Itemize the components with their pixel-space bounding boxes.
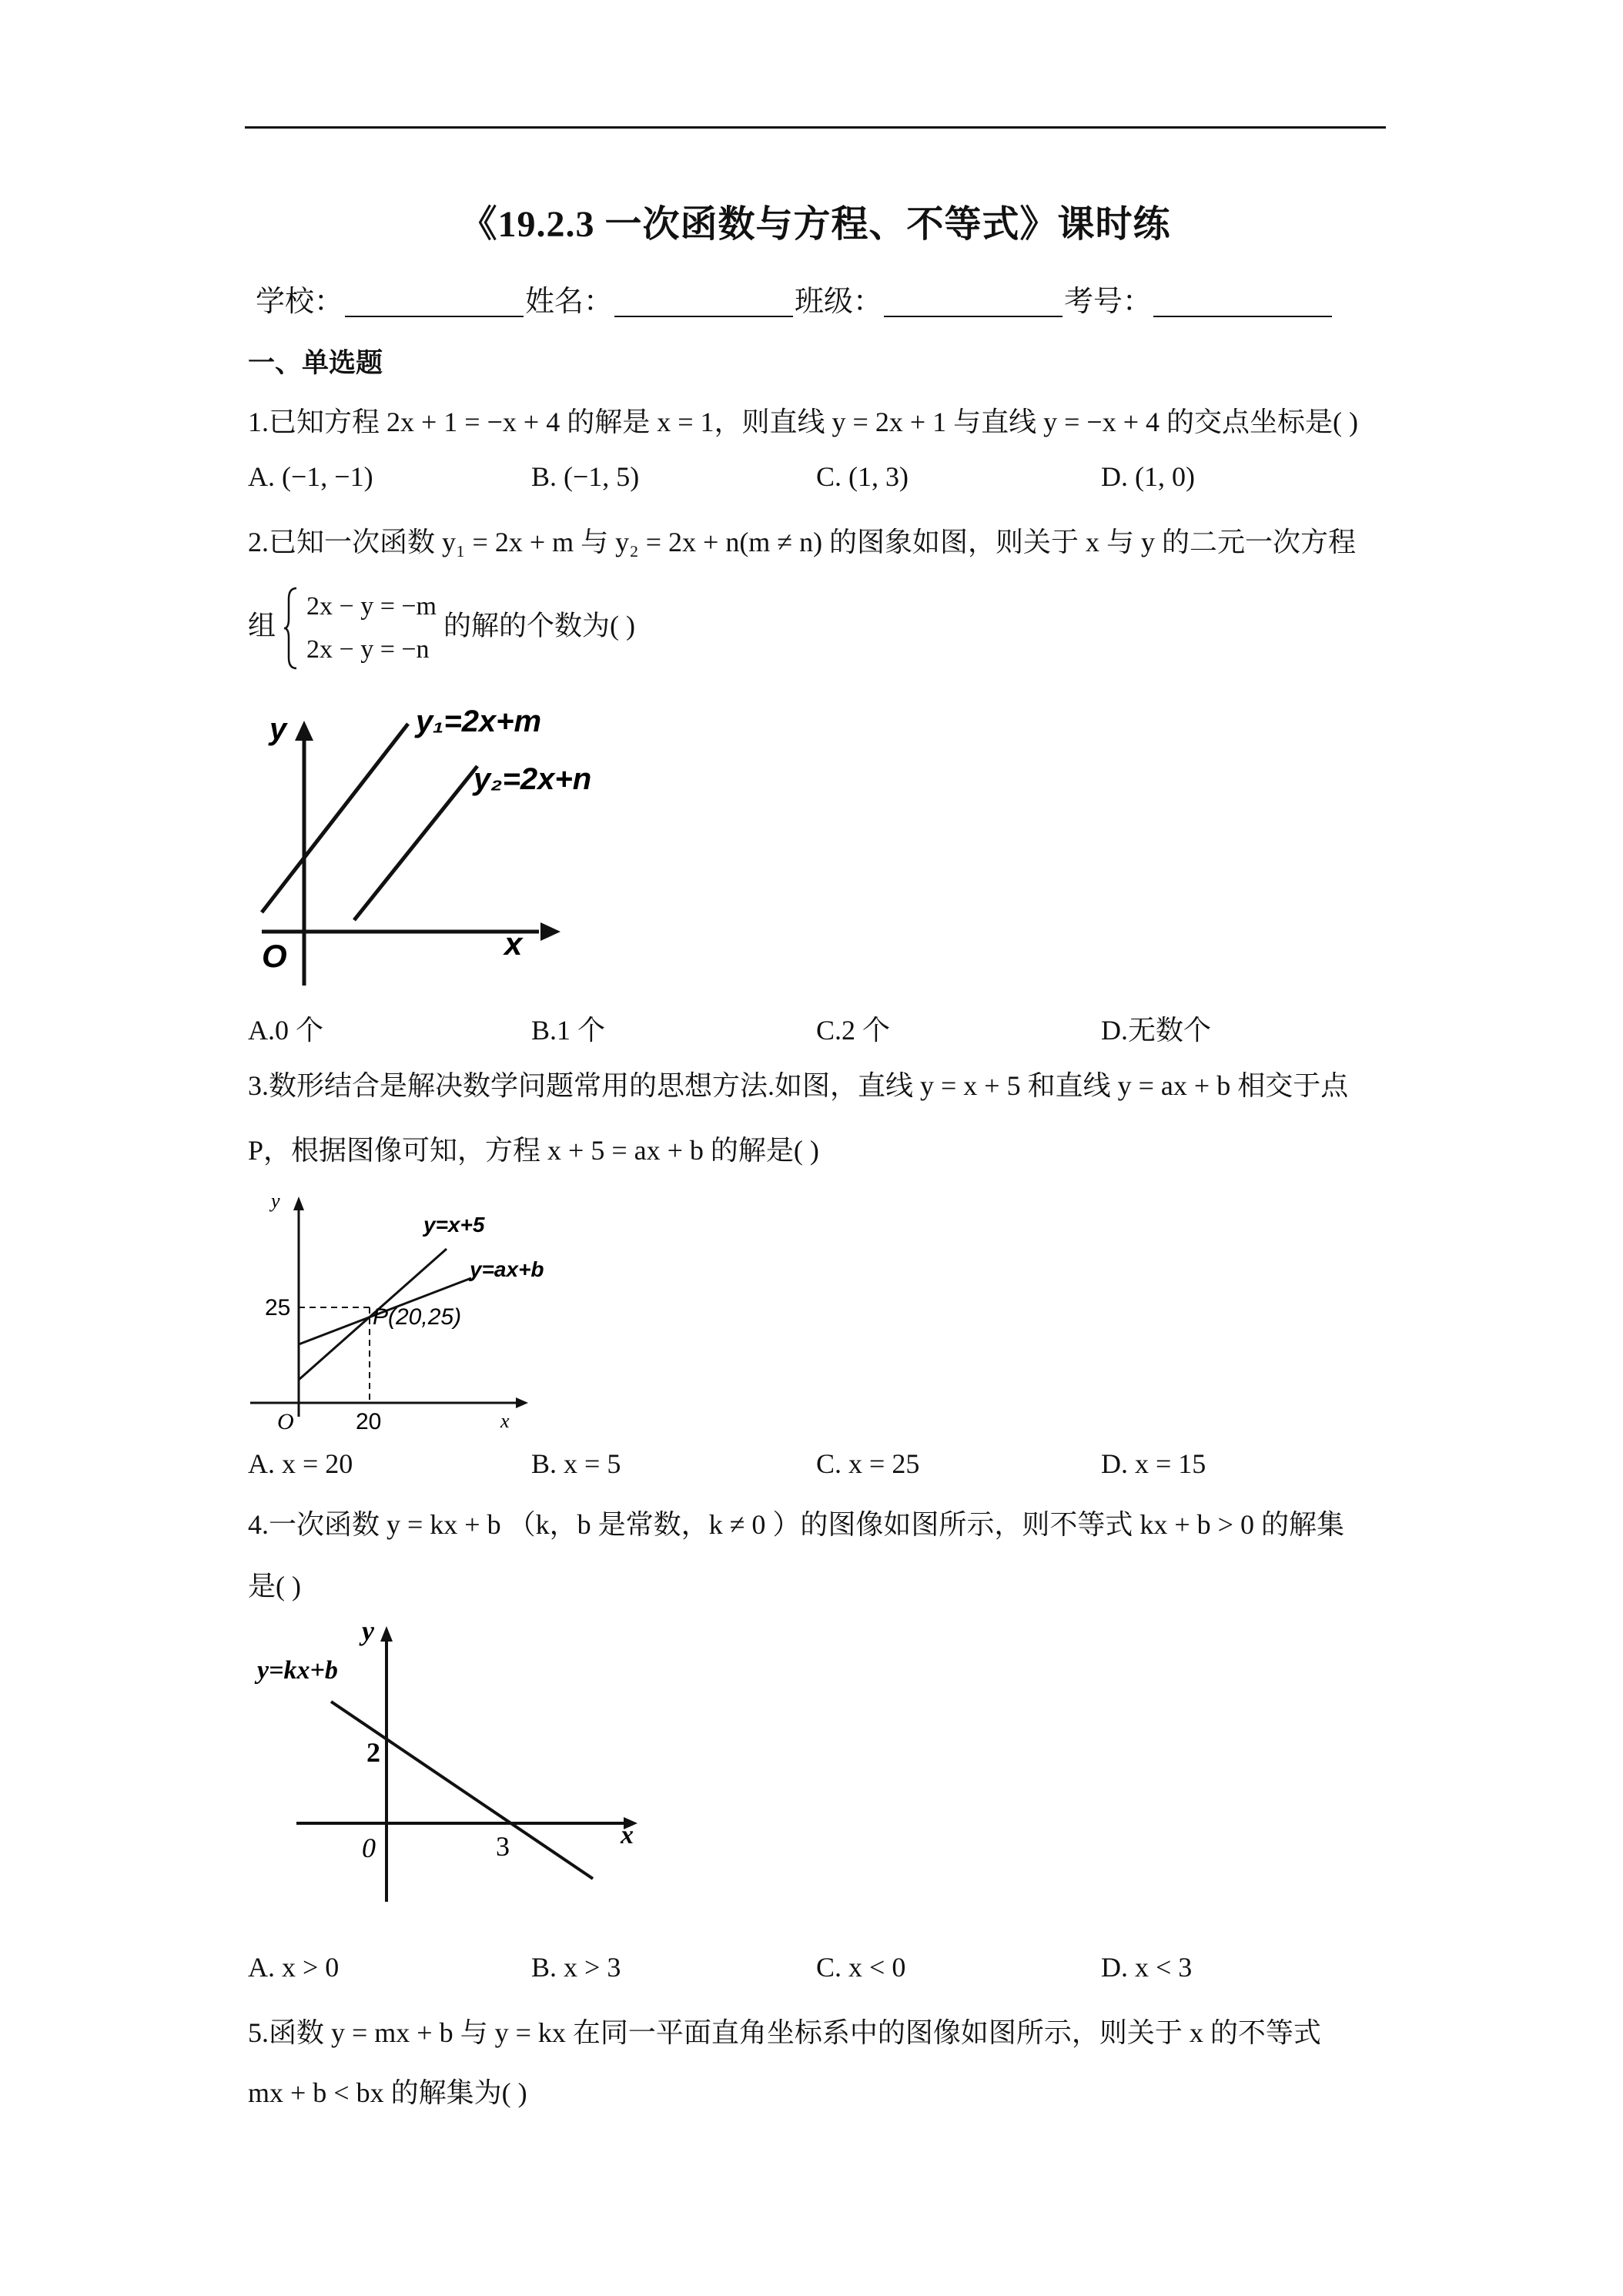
q3-line2: P，根据图像可知，方程 x + 5 = ax + b 的解是( ) xyxy=(248,1135,819,1166)
q4-tick-y-2: 2 xyxy=(366,1737,380,1768)
q4-origin-label: 0 xyxy=(362,1832,376,1863)
q3-point-label: P(20,25) xyxy=(373,1304,462,1330)
q3-line1: 3.数形结合是解决数学问题常用的思想方法.如图，直线 y = x + 5 和直线 y = ax + b 相交于点 xyxy=(248,1070,1349,1101)
q3-option-b[interactable]: B. x = 5 xyxy=(531,1448,621,1479)
name-label: 姓名： xyxy=(525,286,614,318)
q3-graph-label-1: y=x+5 xyxy=(423,1213,485,1237)
brace-icon xyxy=(283,585,300,671)
q4-graph xyxy=(246,1609,662,1933)
q5-line2: mx + b < bx 的解集为( ) xyxy=(248,2077,527,2108)
q4-graph-label: y=kx+b xyxy=(257,1656,338,1685)
q2-line1: 2.已知一次函数 y₁ = 2x + m 与 y₂ = 2x + n(m ≠ n) 的图象如图，则关于 x 与 y 的二元一次方程 xyxy=(248,527,1357,557)
q3-option-d[interactable]: D. x = 15 xyxy=(1101,1448,1206,1479)
q3-axis-y-label: y xyxy=(271,1190,280,1212)
q2-line-y2 xyxy=(354,766,477,920)
q4-axis-x-label: x xyxy=(621,1821,634,1849)
q2-y-arrow-icon xyxy=(295,721,313,741)
q3-axis-x-label: x xyxy=(500,1410,510,1432)
q3-graph-label-2: y=ax+b xyxy=(470,1257,544,1281)
q2-equation-system xyxy=(306,585,437,671)
q4-tick-x-3: 3 xyxy=(496,1831,510,1862)
q1-option-b[interactable]: B. (−1, 5) xyxy=(531,461,640,492)
q3-tick-x-20: 20 xyxy=(356,1409,382,1434)
exam-blank[interactable] xyxy=(1153,285,1332,317)
q4-line1: 4.一次函数 y = kx + b （k，b 是常数，k ≠ 0 ）的图像如图所示，则不等式 kx + b > 0 的解集 xyxy=(248,1509,1344,1540)
q2-axis-y-label: y xyxy=(269,712,287,746)
q2-axis-x-label: x xyxy=(504,925,523,962)
exam-label: 考号： xyxy=(1064,286,1153,318)
page-title: 《19.2.3 一次函数与方程、不等式》课时练 xyxy=(460,204,1171,245)
q4-option-a[interactable]: A. x > 0 xyxy=(248,1952,340,1983)
q5-line1: 5.函数 y = mx + b 与 y = kx 在同一平面直角坐标系中的图像如图所示，则关于 x 的不等式 xyxy=(248,2017,1321,2048)
q3-option-a[interactable]: A. x = 20 xyxy=(248,1448,353,1479)
q3-option-c[interactable]: C. x = 25 xyxy=(816,1448,920,1479)
q2-eq2: 2x − y = −n xyxy=(306,635,430,664)
q2-x-arrow-icon xyxy=(540,922,561,941)
student-info-line xyxy=(256,277,1334,320)
q2-graph xyxy=(246,693,662,1001)
q2-graph-label-1: y₁=2x+m xyxy=(416,705,542,738)
q2-graph-label-2: y₂=2x+n xyxy=(474,762,592,796)
q4-line2: 是( ) xyxy=(248,1571,301,1602)
q4-y-arrow-icon xyxy=(380,1626,393,1642)
q3-y-arrow-icon xyxy=(293,1197,304,1210)
q1-text: 1.已知方程 2x + 1 = −x + 4 的解是 x = 1，则直线 y = 2x + 1 与直线 y = −x + 4 的交点坐标是( ) xyxy=(248,407,1359,437)
q3-origin-label: O xyxy=(277,1409,294,1434)
q1-option-d[interactable]: D. (1, 0) xyxy=(1101,461,1195,492)
q4-option-c[interactable]: C. x < 0 xyxy=(816,1952,906,1983)
q3-graph xyxy=(246,1186,570,1440)
q2-line-y1 xyxy=(262,724,408,912)
class-label: 班级： xyxy=(795,286,883,318)
q2-option-a[interactable]: A.0 个 xyxy=(248,1015,323,1046)
section-heading: 一、单选题 xyxy=(248,348,383,378)
school-label: 学校： xyxy=(256,286,344,318)
q2-origin-label: O xyxy=(262,938,287,974)
school-blank[interactable] xyxy=(345,285,524,317)
q2-option-b[interactable]: B.1 个 xyxy=(531,1015,606,1046)
q1-option-a[interactable]: A. (−1, −1) xyxy=(248,461,373,492)
q3-tick-y-25: 25 xyxy=(265,1295,291,1320)
q2-prefix: 组 xyxy=(248,610,276,641)
q4-axis-y-label: y xyxy=(362,1615,374,1646)
header-rule xyxy=(245,126,1386,129)
q4-option-b[interactable]: B. x > 3 xyxy=(531,1952,621,1983)
q2-system-line xyxy=(248,585,635,671)
q2-option-c[interactable]: C.2 个 xyxy=(816,1015,891,1046)
q2-eq1: 2x − y = −m xyxy=(306,592,437,621)
name-blank[interactable] xyxy=(614,285,793,317)
q2-suffix: 的解的个数为( ) xyxy=(443,610,635,641)
q2-option-d[interactable]: D.无数个 xyxy=(1101,1015,1211,1046)
q1-option-c[interactable]: C. (1, 3) xyxy=(816,461,909,492)
q4-option-d[interactable]: D. x < 3 xyxy=(1101,1952,1193,1983)
q3-x-arrow-icon xyxy=(516,1397,528,1408)
class-blank[interactable] xyxy=(884,285,1062,317)
